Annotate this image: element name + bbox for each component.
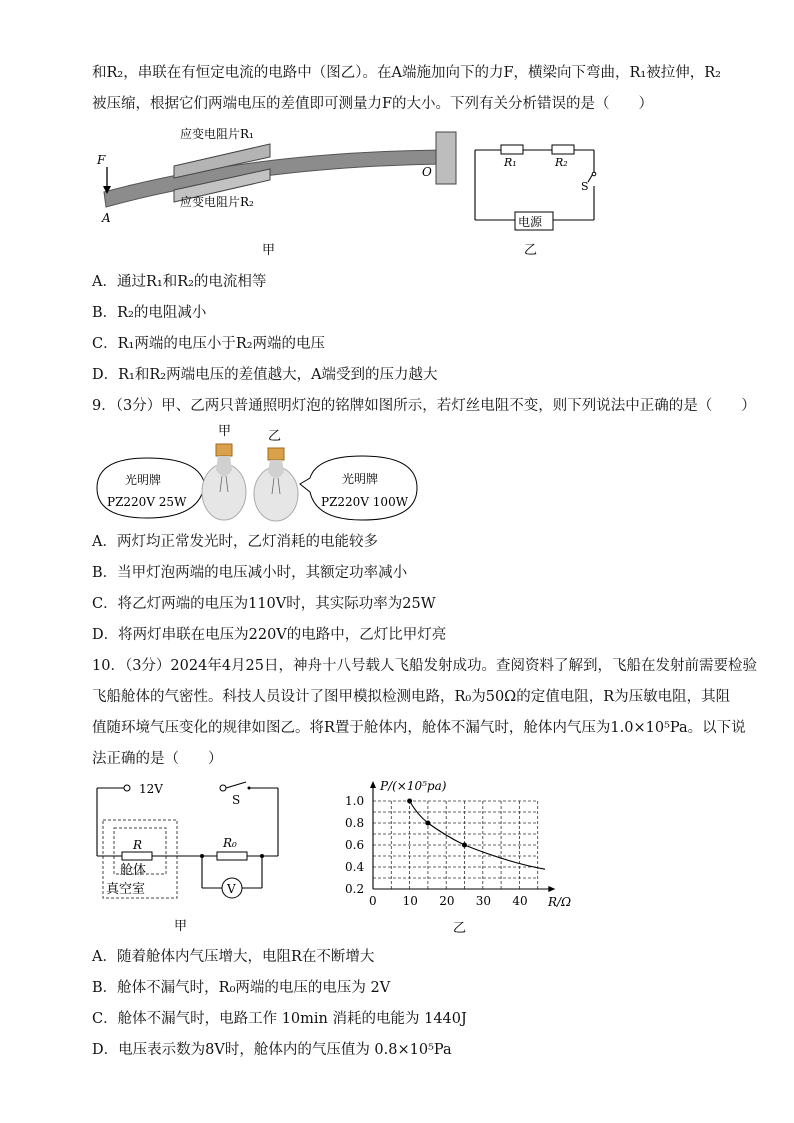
bulb-label-yi: 乙 bbox=[268, 429, 282, 444]
switch-icon bbox=[248, 787, 251, 790]
x-axis-arrow-icon bbox=[548, 886, 555, 892]
label-f: F bbox=[97, 153, 106, 167]
q10-option-a[interactable]: A．随着舱体内气压增大，电阻R在不断增大 bbox=[92, 949, 375, 965]
x-tick-label: 30 bbox=[475, 894, 492, 908]
circuit-r2-label: R₂ bbox=[555, 156, 568, 169]
caption-yi: 乙 bbox=[524, 243, 538, 258]
q8-option-c[interactable]: C．R₁两端的电压小于R₂两端的电压 bbox=[92, 336, 326, 352]
label-r0: R₀ bbox=[223, 836, 237, 850]
data-point bbox=[462, 843, 467, 848]
x-tick-label: 10 bbox=[402, 894, 418, 908]
q10-option-d[interactable]: D．电压表示数为8V时，舱体内的气压值为 0.8×10⁵Pa bbox=[92, 1042, 452, 1058]
q8-option-a[interactable]: A．通过R₁和R₂的电流相等 bbox=[92, 274, 267, 290]
q10-line1: 10．（3分）2024年4月25日，神舟十八号载人飞船发射成功。查阅资料了解到，飞船在发射前需要检验 bbox=[92, 658, 757, 674]
q10-line2: 飞船舱体的气密性。科技人员设计了图甲模拟检测电路，R₀为50Ω的定值电阻，R为压敏电阻，其阻 bbox=[92, 689, 731, 705]
cabin-label: 舱体 bbox=[120, 863, 147, 878]
label-r2: 应变电阻片R₂ bbox=[180, 195, 254, 209]
circuit-s-label: S bbox=[581, 180, 589, 193]
resistor-r1 bbox=[501, 145, 523, 154]
x-tick-label: 20 bbox=[439, 894, 455, 908]
label-o: O bbox=[422, 165, 432, 179]
bubble-right-line2: PZ220V 100W bbox=[321, 495, 409, 509]
circuit-caption: 甲 bbox=[174, 919, 188, 934]
bulb-icon bbox=[254, 448, 298, 521]
q10-line3: 值随环境气压变化的规律如图乙。将R置于舱体内，舱体不漏气时，舱体内气压为1.0×10⁵Pa。以下说 bbox=[92, 720, 746, 736]
bubble-left-line2: PZ220V 25W bbox=[107, 495, 187, 509]
q9-option-d[interactable]: D．将两灯串联在电压为220V的电路中，乙灯比甲灯亮 bbox=[92, 627, 447, 643]
terminal-icon bbox=[220, 785, 226, 791]
pressure-resistance-chart bbox=[338, 776, 588, 936]
q8-option-d[interactable]: D．R₁和R₂两端电压的差值越大，A端受到的压力越大 bbox=[92, 367, 438, 383]
q8-line1: 和R₂，串联在有恒定电流的电路中（图乙）。在A端施加向下的力F，横梁向下弯曲，R₁被拉伸，R₂ bbox=[92, 65, 721, 81]
q10-option-c[interactable]: C．舱体不漏气时，电路工作 10min 消耗的电能为 1440J bbox=[92, 1011, 467, 1027]
voltmeter-label: V bbox=[227, 882, 236, 896]
terminal-icon bbox=[124, 785, 130, 791]
bubble-left-line1: 光明牌 bbox=[125, 473, 162, 487]
switch-icon bbox=[592, 172, 596, 176]
switch-label: S bbox=[232, 793, 241, 807]
label-r1: 应变电阻片R₁ bbox=[180, 127, 254, 141]
circuit-r1-label: R₁ bbox=[504, 156, 517, 169]
vacuum-label: 真空室 bbox=[106, 882, 146, 897]
resistor-r0 bbox=[217, 852, 247, 860]
bubble-right-line1: 光明牌 bbox=[342, 472, 379, 486]
q9-option-b[interactable]: B．当甲灯泡两端的电压减小时，其额定功率减小 bbox=[92, 565, 408, 581]
circuit-source-label: 电源 bbox=[518, 215, 543, 229]
q8-option-b[interactable]: B．R₂的电阻减小 bbox=[92, 305, 207, 321]
data-point bbox=[407, 799, 412, 804]
series-line bbox=[410, 801, 545, 869]
y-tick-label: 1.0 bbox=[345, 794, 365, 808]
y-axis-arrow-icon bbox=[370, 781, 376, 788]
bulb-icon bbox=[202, 444, 246, 520]
y-tick-label: 0.2 bbox=[345, 882, 365, 896]
q8-figure bbox=[92, 122, 612, 262]
bulb-label-jia: 甲 bbox=[218, 424, 232, 439]
beam bbox=[104, 150, 442, 207]
q9-option-c[interactable]: C．将乙灯两端的电压为110V时，其实际功率为25W bbox=[92, 596, 436, 612]
q8-line2: 被压缩，根据它们两端电压的差值即可测量力F的大小。下列有关分析错误的是（ ） bbox=[92, 96, 654, 112]
y-tick-label: 0.4 bbox=[345, 860, 365, 874]
chart-xlabel: R/Ω bbox=[548, 895, 572, 909]
q10-option-b[interactable]: B．舱体不漏气时，R₀两端的电压的电压为 2V bbox=[92, 980, 391, 996]
chart-caption: 乙 bbox=[453, 921, 467, 936]
resistor-r2 bbox=[552, 145, 574, 154]
wall bbox=[436, 132, 456, 184]
speech-bubble-right bbox=[300, 456, 417, 520]
y-tick-label: 0.8 bbox=[345, 816, 365, 830]
x-tick-label: 40 bbox=[512, 894, 528, 908]
y-tick-label: 0.6 bbox=[345, 838, 365, 852]
caption-jia: 甲 bbox=[262, 243, 276, 258]
q10-line4: 法正确的是（ ） bbox=[92, 751, 223, 767]
q10-circuit bbox=[92, 776, 292, 936]
resistor-r bbox=[122, 852, 152, 860]
q9-option-a[interactable]: A．两灯均正常发光时，乙灯消耗的电能较多 bbox=[92, 534, 378, 550]
label-a: A bbox=[102, 211, 111, 225]
speech-bubble-left bbox=[97, 458, 212, 518]
x-tick-label: 0 bbox=[369, 894, 377, 908]
circuit-yi bbox=[475, 145, 596, 230]
q9-figure bbox=[92, 420, 422, 528]
chart-ylabel: P/(×10⁵pa) bbox=[380, 779, 447, 793]
q9-stem: 9．（3分）甲、乙两只普通照明灯泡的铭牌如图所示，若灯丝电阻不变，则下列说法中正确的是（ ） bbox=[92, 398, 756, 414]
label-r: R bbox=[133, 838, 143, 852]
voltage-label: 12V bbox=[139, 782, 163, 796]
data-point bbox=[425, 821, 430, 826]
